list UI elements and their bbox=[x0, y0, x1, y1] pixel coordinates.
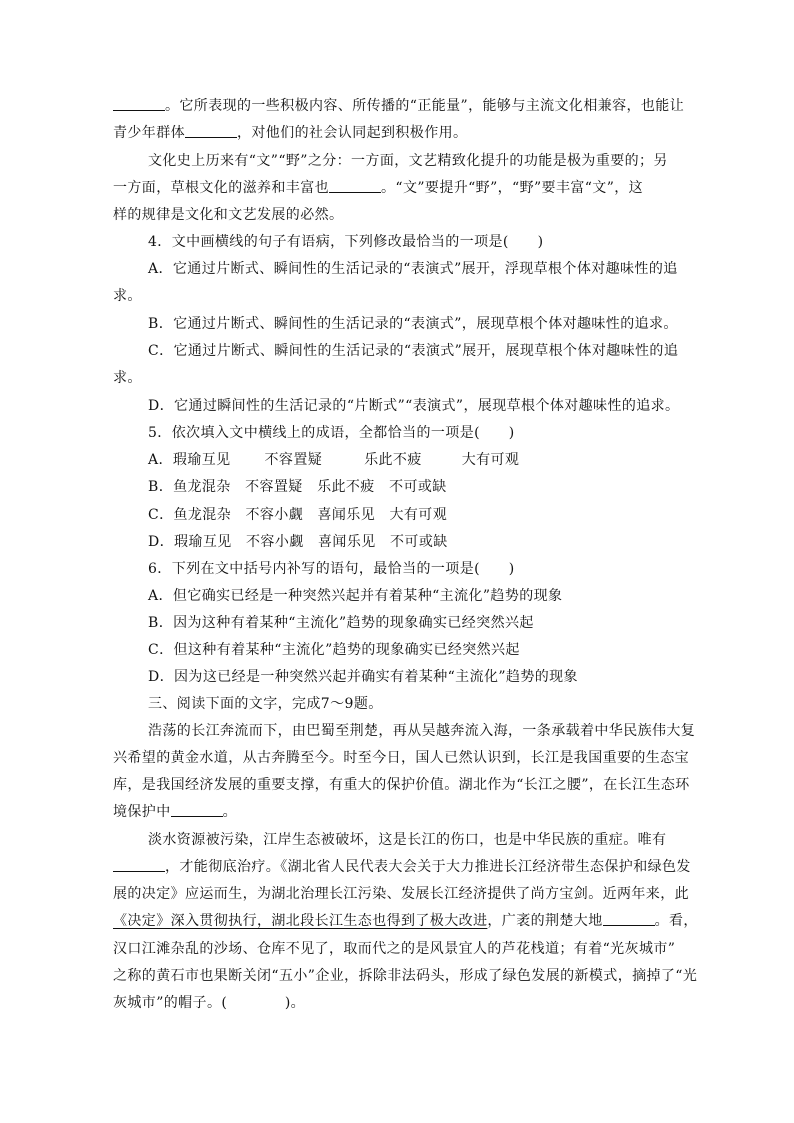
fill-blank bbox=[113, 857, 165, 872]
q4-option-c-cont: 求。 bbox=[113, 370, 142, 386]
text-line: 灰城市”的帽子。( )。 bbox=[113, 995, 306, 1011]
fill-blank bbox=[113, 96, 165, 111]
q5-a-word-4: 大有可观 bbox=[461, 452, 520, 468]
text-run: ，广袤的荆楚大地 bbox=[487, 913, 603, 929]
q5-option-b: B．鱼龙混杂 不容置疑 乐此不疲 不可或缺 bbox=[148, 479, 447, 495]
text-run: 。“文”要提升“野”，“野”要丰富“文”，这 bbox=[381, 180, 644, 196]
section-3-heading: 三、阅读下面的文字，完成7～9题。 bbox=[148, 696, 383, 712]
fill-blank bbox=[603, 911, 655, 926]
text-run: 。它所表现的一些积极内容、所传播的“正能量”，能够与主流文化相兼容，也能让 bbox=[165, 98, 685, 114]
q6-option-d: D．因为这已经是一种突然兴起并确实有着某种“主流化”趋势的现象 bbox=[148, 669, 578, 685]
q6-option-b: B．因为这种有着某种“主流化”趋势的现象确实已经突然兴起 bbox=[148, 615, 534, 631]
question-4-stem: 4．文中画横线的句子有语病，下列修改最恰当的一项是( ) bbox=[148, 234, 544, 250]
q5-option-d: D．瑕瑜互见 不容小觑 喜闻乐见 不可或缺 bbox=[148, 534, 448, 550]
text-line: 样的规律是文化和文艺发展的必然。 bbox=[113, 207, 344, 223]
fill-blank bbox=[185, 123, 237, 138]
text-run: 。看， bbox=[654, 913, 698, 929]
q4-option-b: B．它通过片断式、瞬间性的生活记录的“表演式”，展现草根个体对趣味性的追求。 bbox=[148, 316, 678, 332]
text-run: ，才能彻底治疗。《湖北省人民代表大会关于大力推进长江经济带生态保护和绿色发 bbox=[165, 859, 691, 875]
text-line: 库，是我国经济发展的重要支撑，有重大的保护价值。湖北作为“长江之腰”，在长江生态环 bbox=[113, 777, 690, 793]
text-line: 文化史上历来有“文”“野”之分：一方面，文艺精致化提升的功能是极为重要的；另 bbox=[148, 153, 668, 169]
q6-option-c: C．但这种有着某种“主流化”趋势的现象确实已经突然兴起 bbox=[148, 642, 520, 658]
text-line bbox=[113, 801, 237, 823]
q4-option-c: C．它通过片断式、瞬间性的生活记录的“表演式”展开，展现草根个体对趣味性的追 bbox=[148, 343, 679, 359]
q5-a-word-3: 乐此不疲 bbox=[364, 452, 422, 468]
text-line: 展的决定》应运而生，为湖北治理长江污染、发展长江经济提供了尚方宝剑。近两年来，此 bbox=[113, 886, 689, 902]
text-line bbox=[113, 95, 684, 117]
text-run: ，对他们的社会认同起到积极作用。 bbox=[237, 125, 468, 141]
text-line: 淡水资源被污染，江岸生态被破坏，这是长江的伤口，也是中华民族的重症。唯有 bbox=[148, 832, 667, 848]
q5-a-word-1: A．瑕瑜互见 bbox=[148, 452, 231, 468]
question-6-stem: 6．下列在文中括号内补写的语句，最恰当的一项是( ) bbox=[148, 561, 515, 577]
q4-option-d: D．它通过瞬间性的生活记录的“片断式”“表演式”，展现草根个体对趣味性的追求。 bbox=[148, 398, 680, 414]
q5-option-c: C．鱼龙混杂 不容小觑 喜闻乐见 大有可观 bbox=[148, 507, 448, 523]
q5-option-a bbox=[148, 449, 519, 471]
text-run: 。 bbox=[222, 804, 238, 820]
text-line: 浩荡的长江奔流而下，由巴蜀至荆楚，再从吴越奔流入海，一条承载着中华民族伟大复 bbox=[148, 723, 696, 739]
underlined-sentence: 《决定》深入贯彻执行，湖北段长江生态也得到了极大改进 bbox=[113, 913, 488, 929]
text-line: 汉口江滩杂乱的沙场、仓库不见了，取而代之的是风景宜人的芦花栈道；有着“光灰城市” bbox=[113, 941, 676, 957]
text-run: 青少年群体 bbox=[113, 125, 185, 141]
text-line bbox=[113, 856, 691, 878]
question-5-stem: 5．依次填入文中横线上的成语，全都恰当的一项是( ) bbox=[148, 425, 515, 441]
fill-blank bbox=[171, 802, 223, 817]
text-line bbox=[113, 122, 467, 144]
q5-a-word-2: 不容置疑 bbox=[264, 452, 323, 468]
q6-option-a: A．但它确实已经是一种突然兴起并有着某种“主流化”趋势的现象 bbox=[148, 588, 563, 604]
q4-option-a-cont: 求。 bbox=[113, 288, 142, 304]
text-run: 一方面，草根文化的滋养和丰富也 bbox=[113, 180, 329, 196]
text-line bbox=[113, 177, 643, 199]
text-line: 兴希望的黄金水道，从古奔腾至今。时至今日，国人已然认识到，长江是我国重要的生态宝 bbox=[113, 750, 689, 766]
fill-blank bbox=[329, 178, 381, 193]
text-run: 境保护中 bbox=[113, 804, 171, 820]
text-line: 之称的黄石市也果断关闭“五小”企业，拆除非法码头，形成了绿色发展的新模式，摘掉了“光 bbox=[113, 968, 698, 984]
text-line bbox=[113, 910, 698, 932]
q4-option-a: A．它通过片断式、瞬间性的生活记录的“表演式”展开，浮现草根个体对趣味性的追 bbox=[148, 261, 678, 277]
